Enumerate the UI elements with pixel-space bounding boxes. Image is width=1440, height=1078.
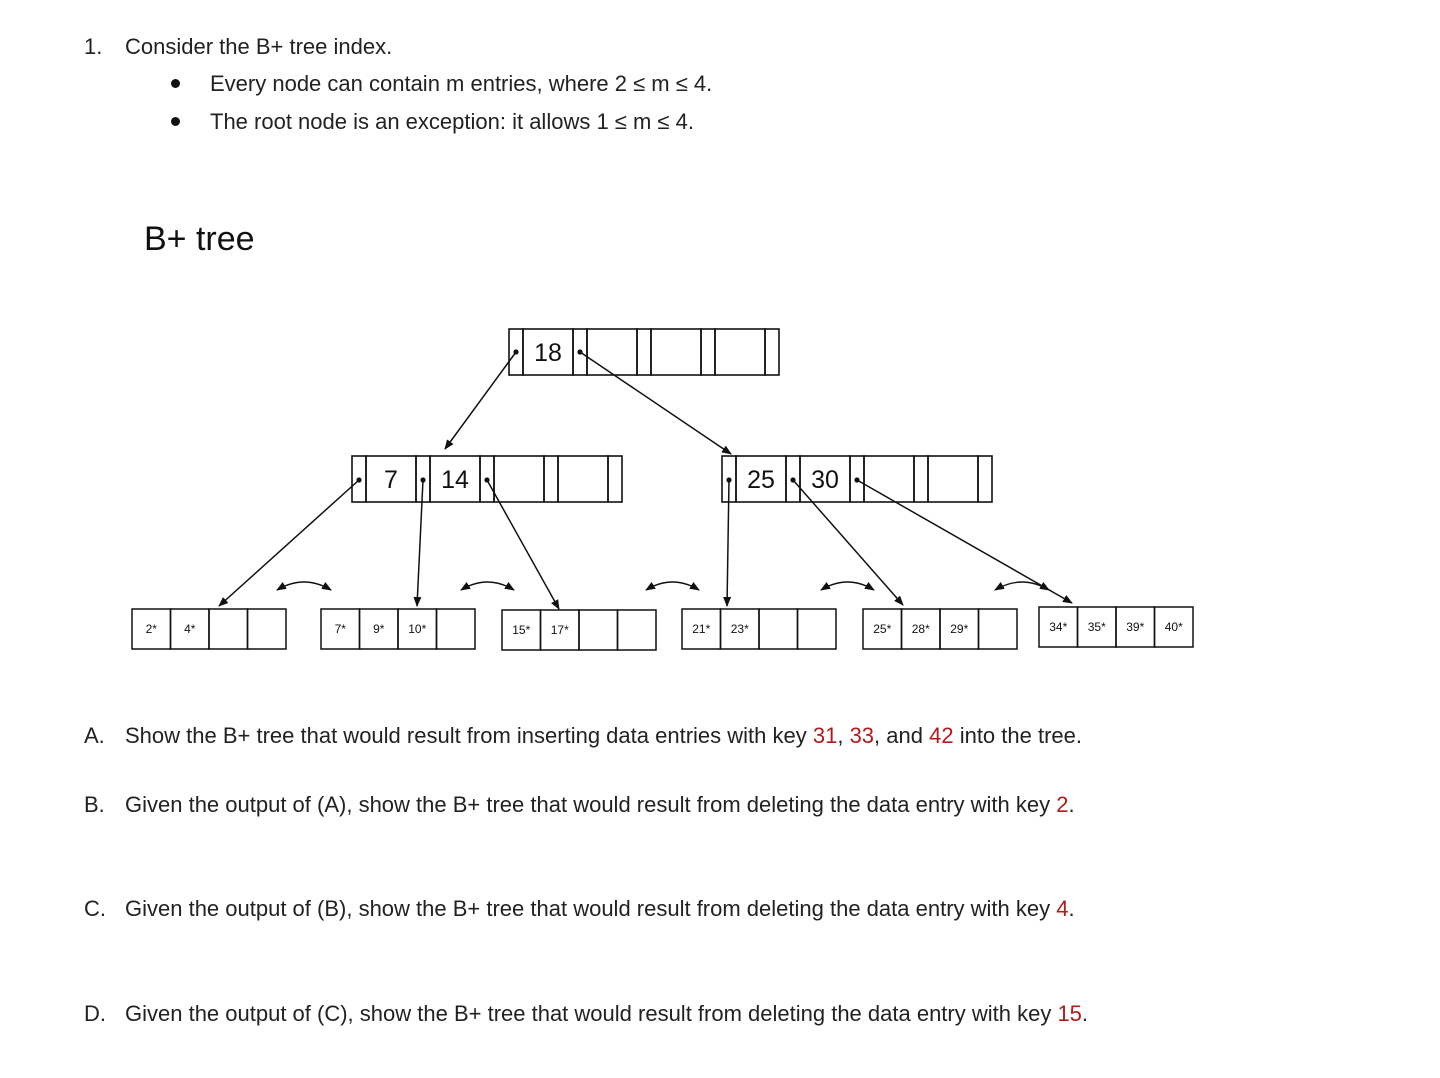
pointer-cell <box>544 456 558 502</box>
data-entry: 4* <box>184 622 196 636</box>
key-cell <box>587 329 637 375</box>
data-entry: 9* <box>373 622 385 636</box>
sibling-link-arrow <box>995 582 1049 590</box>
root-node <box>509 329 779 375</box>
node-key: 18 <box>534 339 562 367</box>
leaf-node <box>132 609 286 649</box>
sibling-link-arrow <box>821 582 874 590</box>
highlight-key: 42 <box>929 723 954 748</box>
child-pointer-arrow <box>219 480 359 606</box>
leaf-cell <box>759 609 798 649</box>
leaf-node <box>502 610 656 650</box>
question-intro: Consider the B+ tree index. <box>125 34 393 59</box>
highlight-key: 4 <box>1056 896 1069 921</box>
data-entry: 40* <box>1164 620 1183 634</box>
child-pointer-arrow <box>857 480 1072 603</box>
data-entry: 2* <box>145 622 157 636</box>
data-entry: 23* <box>730 622 749 636</box>
key-cell <box>651 329 701 375</box>
node-key: 7 <box>384 466 398 494</box>
data-entry: 21* <box>692 622 711 636</box>
highlight-key: 33 <box>849 723 875 748</box>
leaf-cell <box>798 609 837 649</box>
key-cell <box>715 329 765 375</box>
pointer-cell <box>701 329 715 375</box>
node-key: 25 <box>747 466 775 494</box>
highlight-key: 31 <box>812 723 838 748</box>
task-d-text: Given the output of (C), show the B+ tree that would result from deleting the data entry with key 15. <box>125 1001 1089 1026</box>
task-c-text: Given the output of (B), show the B+ tree that would result from deleting the data entry with key 4. <box>125 896 1075 921</box>
pointer-cell <box>978 456 992 502</box>
child-pointer-arrow <box>445 352 516 449</box>
data-entry: 39* <box>1126 620 1145 634</box>
data-entry: 25* <box>873 622 892 636</box>
data-entry: 29* <box>950 622 969 636</box>
leaf-cell <box>579 610 618 650</box>
data-entry: 17* <box>550 623 569 637</box>
child-pointer-arrow <box>580 352 731 454</box>
task-a-text: Show the B+ tree that would result from inserting data entries with key 31, 33, and 42 into the tree. <box>125 723 1082 748</box>
child-pointer-arrow <box>793 480 903 605</box>
node-key: 30 <box>811 466 839 494</box>
leaf-cell <box>248 609 287 649</box>
pointer-cell <box>765 329 779 375</box>
key-cell <box>864 456 914 502</box>
key-cell <box>928 456 978 502</box>
leaf-cell <box>437 609 476 649</box>
leaf-cell <box>209 609 248 649</box>
bullet-text: The root node is an exception: it allows 1 ≤ m ≤ 4. <box>210 109 694 134</box>
leaf-node <box>321 609 475 649</box>
leaf-node <box>682 609 836 649</box>
child-pointer-arrow <box>487 480 559 609</box>
leaf-cell <box>979 609 1018 649</box>
leaf-node <box>863 609 1017 649</box>
task-b-text: Given the output of (A), show the B+ tree that would result from deleting the data entry with key 2. <box>125 792 1075 817</box>
pointer-cell <box>637 329 651 375</box>
highlight-key: 15 <box>1057 1001 1082 1026</box>
data-entry: 10* <box>408 622 427 636</box>
data-entry: 7* <box>334 622 346 636</box>
diagram-title: B+ tree <box>144 220 255 258</box>
pointer-cell <box>914 456 928 502</box>
data-entry: 28* <box>911 622 930 636</box>
task-letter: D. <box>84 1001 106 1026</box>
data-entry: 15* <box>512 623 531 637</box>
data-entry: 34* <box>1049 620 1068 634</box>
key-cell <box>494 456 544 502</box>
bullet-text: Every node can contain m entries, where 2 ≤ m ≤ 4. <box>210 71 713 96</box>
question-number: 1. <box>84 34 103 59</box>
child-pointer-arrow <box>727 480 729 606</box>
data-entry: 35* <box>1087 620 1106 634</box>
highlight-key: 2 <box>1056 792 1069 817</box>
node-key: 14 <box>441 466 469 494</box>
sibling-link-arrow <box>277 582 331 590</box>
task-letter: B. <box>84 792 105 817</box>
sibling-link-arrow <box>461 582 514 590</box>
pointer-cell <box>608 456 622 502</box>
task-letter: A. <box>84 723 105 748</box>
leaf-node <box>1039 607 1193 647</box>
child-pointer-arrow <box>417 480 423 606</box>
key-cell <box>558 456 608 502</box>
sibling-link-arrow <box>646 582 699 590</box>
leaf-cell <box>618 610 657 650</box>
task-letter: C. <box>84 896 106 921</box>
